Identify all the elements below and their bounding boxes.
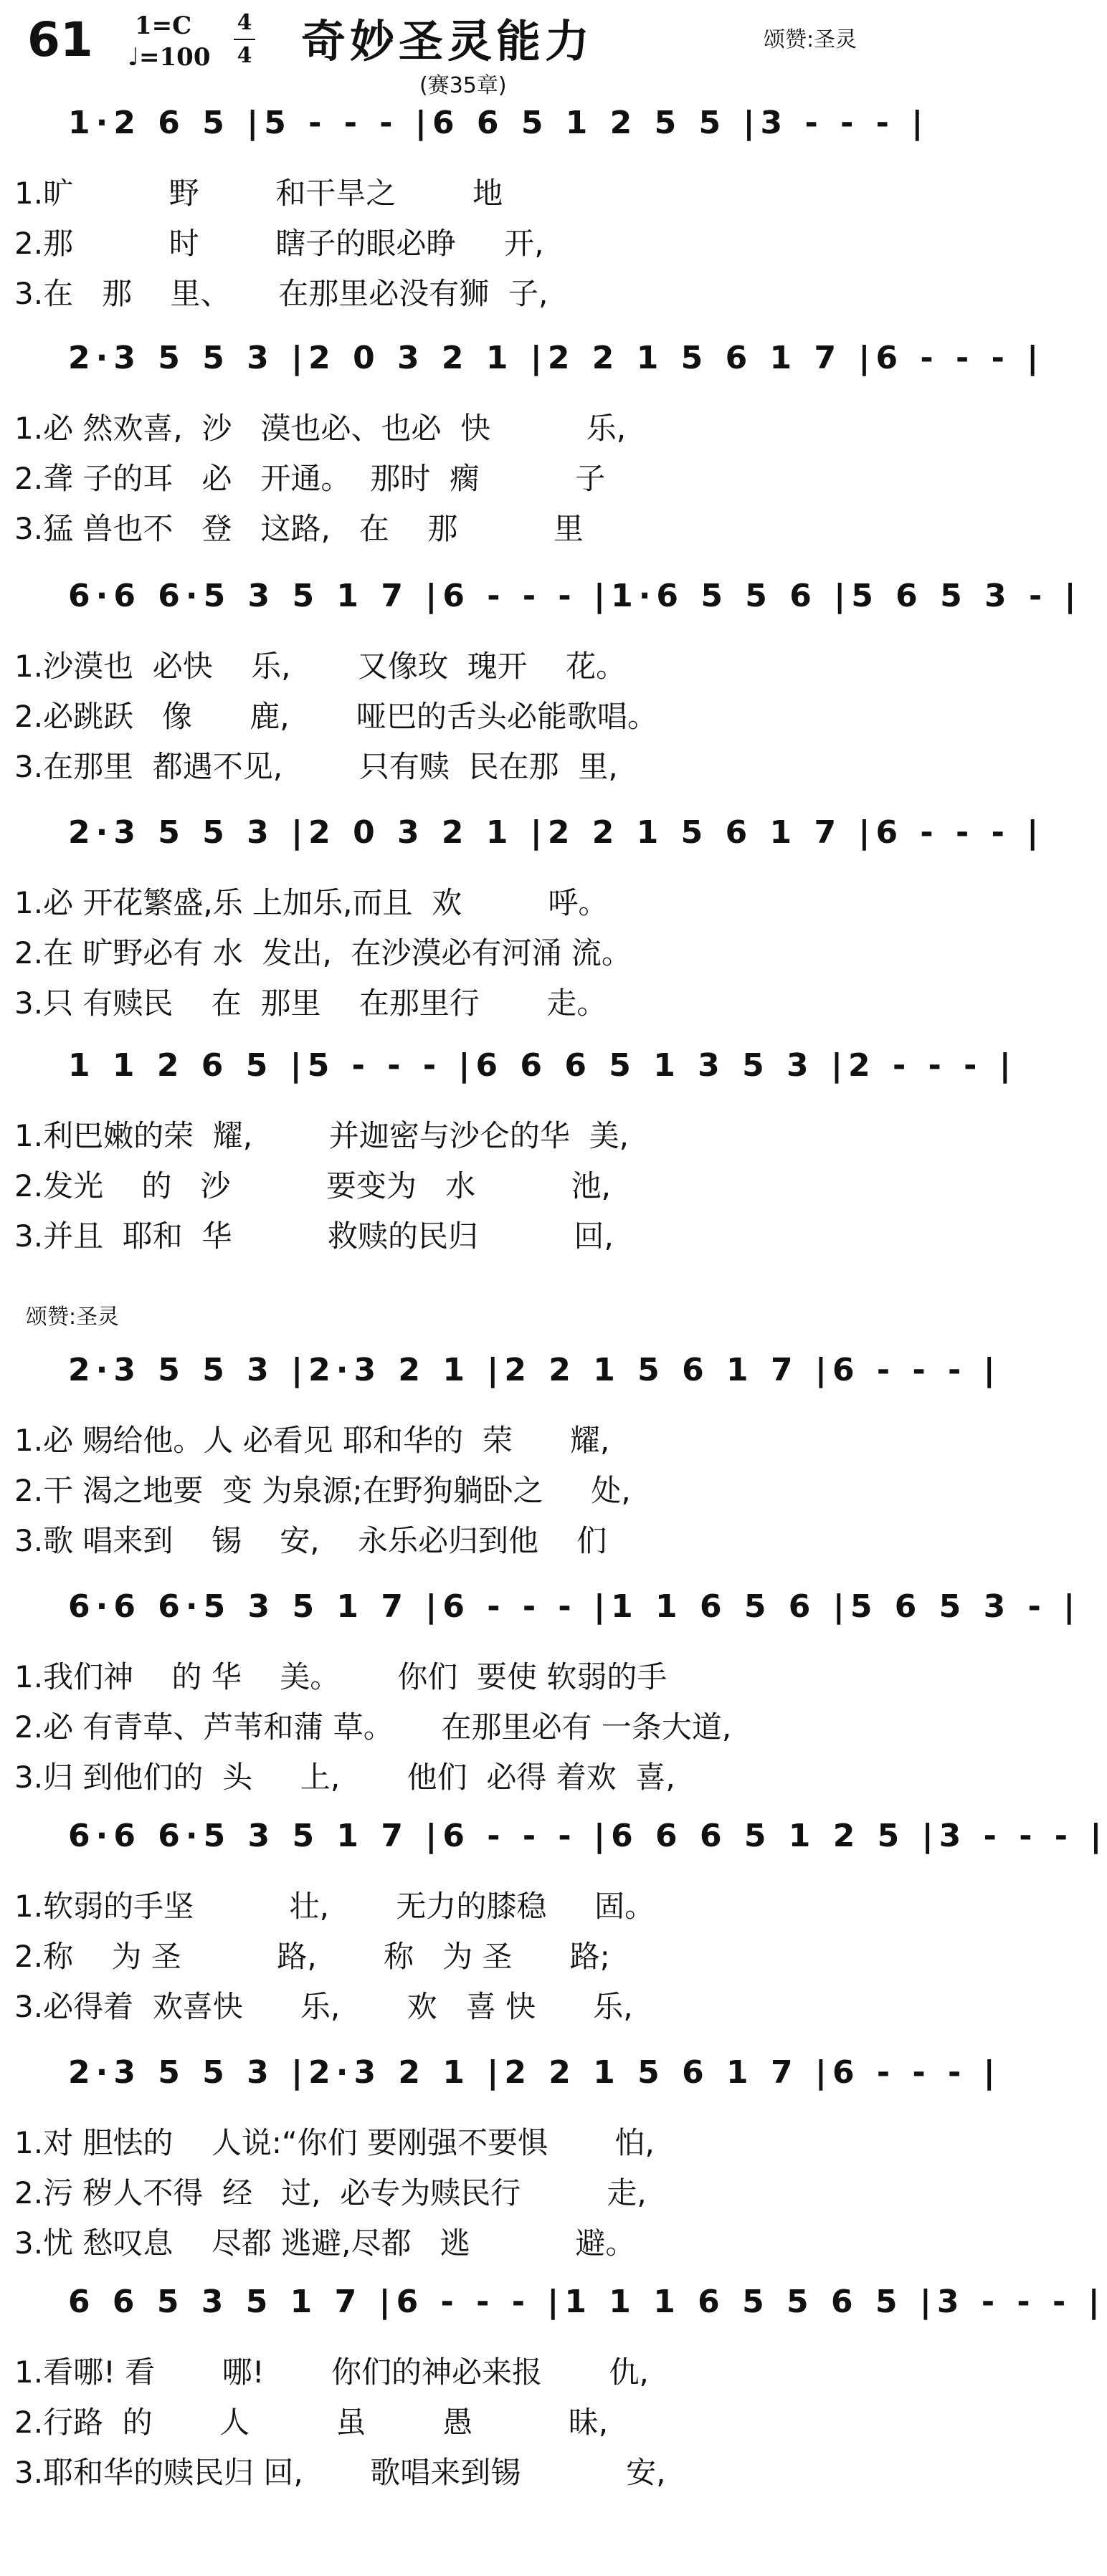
lyric-verse-2: 2.发光 的 沙 要变为 水 池,	[14, 1168, 611, 1203]
lyric-verse-3: 3.猛 兽也不 登 这路, 在 那 里	[14, 511, 584, 546]
lyric-verse-3: 3.并且 耶和 华 救赎的民归 回,	[14, 1218, 614, 1254]
lyric-verse-3: 3.耶和华的赎民归 回, 歌唱来到锡 安,	[14, 2455, 666, 2490]
notation-line: 6 6 5 3 5 1 7 |6 - - - |1 1 1 6 5 5 6 5 |3 - - - |	[68, 2284, 1106, 2320]
notation-line: 6·6 6·5 3 5 1 7 |6 - - - |6 6 6 5 1 2 5 |3 - - - |	[68, 1818, 1107, 1854]
lyric-verse-3: 3.归 到他们的 头 上, 他们 必得 着欢 喜,	[14, 1760, 675, 1795]
lyric-verse-1: 1.我们神 的 华 美。 你们 要使 软弱的手	[14, 1659, 667, 1694]
lyric-verse-1: 1.必 然欢喜, 沙 漠也必、也必 快 乐,	[14, 411, 627, 446]
lyric-verse-3: 3.忧 愁叹息 尽都 逃避,尽都 逃 避。	[14, 2226, 636, 2261]
hymn-header	[0, 0, 916, 108]
time-signature-bottom: 4	[237, 43, 252, 68]
lyric-verse-1: 1.旷 野 和干旱之 地	[14, 176, 503, 211]
hymn-category-repeat: 颂赞:圣灵	[26, 1304, 120, 1330]
lyric-verse-1: 1.看哪! 看 哪! 你们的神必来报 仇,	[14, 2355, 649, 2390]
lyric-verse-1: 1.沙漠也 必快 乐, 又像玫 瑰开 花。	[14, 649, 627, 684]
lyric-verse-1: 1.软弱的手坚 壮, 无力的膝稳 固。	[14, 1889, 655, 1924]
notation-line: 2·3 5 5 3 |2·3 2 1 |2 2 1 5 6 1 7 |6 - - - |	[68, 2054, 1001, 2091]
lyric-verse-2: 2.干 渴之地要 变 为泉源;在野狗躺卧之 处,	[14, 1473, 631, 1508]
lyric-verse-3: 3.只 有赎民 在 那里 在那里行 走。	[14, 986, 607, 1021]
lyric-verse-2: 2.那 时 瞎子的眼必睁 开,	[14, 226, 544, 261]
hymn-category: 颂赞:圣灵	[764, 27, 857, 52]
lyric-verse-3: 3.在那里 都遇不见, 只有赎 民在那 里,	[14, 749, 618, 784]
lyric-verse-2: 2.称 为 圣 路, 称 为 圣 路;	[14, 1939, 610, 1974]
notation-line: 2·3 5 5 3 |2 0 3 2 1 |2 2 1 5 6 1 7 |6 - - - |	[68, 814, 1045, 851]
time-signature	[234, 10, 255, 69]
lyric-verse-1: 1.必 开花繁盛,乐 上加乐,而且 欢 呼。	[14, 885, 609, 920]
hymn-number: 61	[27, 12, 93, 67]
lyric-verse-2: 2.必 有青草、芦苇和蒲 草。 在那里必有 一条大道,	[14, 1709, 732, 1745]
notation-line: 1·2 6 5 |5 - - - |6 6 5 1 2 5 5 |3 - - - |	[68, 105, 929, 141]
key-signature: 1=C	[135, 11, 192, 40]
lyric-verse-1: 1.利巴嫩的荣 耀, 并迦密与沙仑的华 美,	[14, 1118, 629, 1153]
lyric-verse-3: 3.必得着 欢喜快 乐, 欢 喜 快 乐,	[14, 1989, 633, 2024]
time-signature-top: 4	[237, 10, 252, 35]
lyric-verse-1: 1.必 赐给他。人 必看见 耶和华的 荣 耀,	[14, 1423, 610, 1458]
tempo-marking: ♩=100	[128, 43, 211, 72]
notation-line: 6·6 6·5 3 5 1 7 |6 - - - |1 1 6 5 6 |5 6 5 3 - |	[68, 1588, 1081, 1625]
lyric-verse-3: 3.在 那 里、 在那里必没有狮 子,	[14, 276, 548, 311]
notation-line: 2·3 5 5 3 |2 0 3 2 1 |2 2 1 5 6 1 7 |6 - - - |	[68, 340, 1045, 376]
lyric-verse-2: 2.行路 的 人 虽 愚 昧,	[14, 2405, 609, 2440]
notation-line: 2·3 5 5 3 |2·3 2 1 |2 2 1 5 6 1 7 |6 - - - |	[68, 1352, 1001, 1388]
lyric-verse-2: 2.必跳跃 像 鹿, 哑巴的舌头必能歌唱。	[14, 699, 658, 734]
notation-line: 6·6 6·5 3 5 1 7 |6 - - - |1·6 5 5 6 |5 6 5 3 - |	[68, 578, 1082, 614]
lyric-verse-3: 3.歌 唱来到 锡 安, 永乐必归到他 们	[14, 1523, 607, 1558]
lyric-verse-2: 2.污 秽人不得 经 过, 必专为赎民行 走,	[14, 2175, 647, 2210]
scripture-reference: (赛35章)	[419, 73, 507, 98]
hymn-title: 奇妙圣灵能力	[301, 15, 594, 67]
notation-line: 1 1 2 6 5 |5 - - - |6 6 6 5 1 3 5 3 |2 - - - |	[68, 1047, 1017, 1084]
lyric-verse-2: 2.在 旷野必有 水 发出, 在沙漠必有河涌 流。	[14, 935, 632, 970]
lyric-verse-2: 2.聋 子的耳 必 开通。 那时 瘸 子	[14, 461, 606, 496]
lyric-verse-1: 1.对 胆怯的 人说:“你们 要刚强不要惧 怕,	[14, 2125, 655, 2160]
